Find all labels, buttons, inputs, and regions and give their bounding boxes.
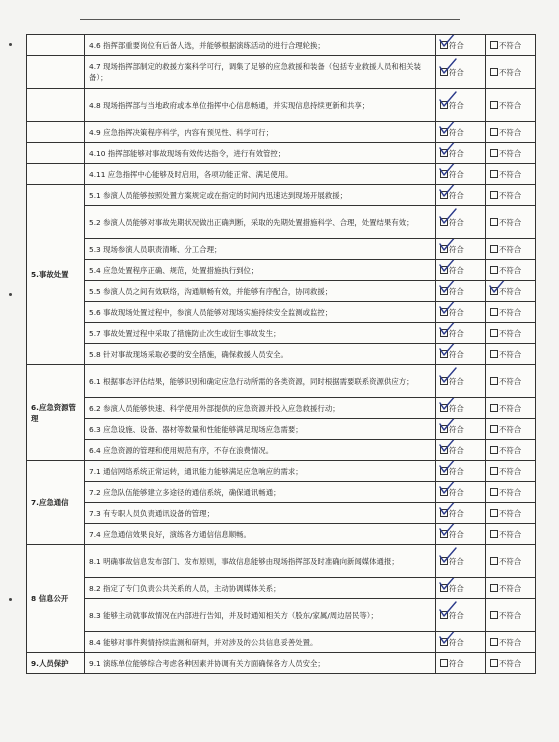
margin-mark [9, 293, 12, 296]
option-label: 符合 [449, 40, 464, 50]
margin-mark [9, 598, 12, 601]
checkbox[interactable] [440, 425, 448, 433]
option-conforms[interactable] [436, 281, 486, 302]
checkbox[interactable] [440, 170, 448, 178]
table-row [27, 206, 536, 239]
option-label: 符合 [449, 265, 464, 275]
checkbox[interactable] [490, 149, 498, 157]
table-row [27, 632, 536, 653]
checkbox[interactable] [490, 584, 498, 592]
option-conforms[interactable] [436, 260, 486, 281]
handwritten-check-icon [438, 281, 458, 294]
option-nonconforms[interactable] [486, 524, 536, 545]
handwritten-check-icon [438, 302, 458, 315]
option-conforms[interactable] [436, 440, 486, 461]
handwritten-check-icon [438, 524, 458, 537]
criterion-text: 5.6 事故现场处置过程中，参演人员能够对现场实施持续安全监测或监控； [85, 302, 436, 323]
checkbox[interactable] [440, 446, 448, 454]
criterion-text: 6.2 参演人员能够快速、科学使用外部提供的应急资源并投入应急救援行动； [85, 398, 436, 419]
option-nonconforms[interactable] [486, 365, 536, 398]
table-row [27, 440, 536, 461]
table-row [27, 524, 536, 545]
option-conforms[interactable] [436, 302, 486, 323]
option-conforms[interactable] [436, 56, 486, 89]
option-label: 符合 [449, 328, 464, 338]
checkbox[interactable] [490, 266, 498, 274]
checkbox[interactable] [440, 101, 448, 109]
handwritten-check-icon [438, 35, 458, 48]
checkbox[interactable] [440, 467, 448, 475]
checkbox[interactable] [490, 404, 498, 412]
option-label: 不符合 [499, 265, 522, 275]
criterion-text: 8.3 能够主动就事故情况在内部进行告知，并及时通知相关方（股东/家属/周边居民等）； [85, 599, 436, 632]
option-label: 不符合 [499, 286, 522, 296]
checkbox[interactable] [440, 659, 448, 667]
checkbox[interactable] [490, 611, 498, 619]
table-row [27, 164, 536, 185]
checkbox[interactable] [490, 350, 498, 358]
option-label: 符合 [449, 67, 464, 77]
option-label: 符合 [449, 466, 464, 476]
option-label: 不符合 [499, 583, 522, 593]
checkbox[interactable] [490, 41, 498, 49]
criterion-text: 7.1 通信网络系统正常运转，通讯能力能够满足应急响应的需求； [85, 461, 436, 482]
checkbox[interactable] [490, 425, 498, 433]
option-nonconforms[interactable] [486, 323, 536, 344]
option-nonconforms[interactable] [486, 56, 536, 89]
option-nonconforms[interactable] [486, 440, 536, 461]
criterion-text: 7.3 有专职人员负责通讯设备的管理； [85, 503, 436, 524]
option-conforms[interactable] [436, 545, 486, 578]
checkbox[interactable] [440, 350, 448, 358]
option-nonconforms[interactable] [486, 164, 536, 185]
criterion-text: 6.3 应急设施、设备、器材等数量和性能能够满足现场应急需要； [85, 419, 436, 440]
category-cell [27, 143, 85, 164]
table-row [27, 302, 536, 323]
table-row [27, 56, 536, 89]
option-conforms[interactable] [436, 524, 486, 545]
checkbox[interactable] [440, 128, 448, 136]
handwritten-check-icon [438, 344, 458, 357]
option-nonconforms[interactable] [486, 89, 536, 122]
option-conforms[interactable] [436, 239, 486, 260]
checkbox[interactable] [440, 404, 448, 412]
checkbox[interactable] [490, 128, 498, 136]
handwritten-check-icon [438, 323, 458, 336]
option-nonconforms[interactable] [486, 344, 536, 365]
option-label: 符合 [449, 637, 464, 647]
option-label: 不符合 [499, 610, 522, 620]
option-label: 符合 [449, 148, 464, 158]
checkbox[interactable] [440, 509, 448, 517]
checkbox[interactable] [440, 245, 448, 253]
table-row [27, 503, 536, 524]
criterion-text: 6.4 应急资源的管理和使用规范有序，不存在浪费情况。 [85, 440, 436, 461]
option-nonconforms[interactable] [486, 185, 536, 206]
criterion-text: 8.1 明确事故信息发布部门、发布原则，事故信息能够由现场指挥部及时准确向新闻媒体通报； [85, 545, 436, 578]
checkbox[interactable] [490, 530, 498, 538]
handwritten-check-icon [488, 281, 508, 294]
checkbox[interactable] [440, 68, 448, 76]
option-nonconforms[interactable] [486, 206, 536, 239]
checkbox[interactable] [490, 638, 498, 646]
checkbox[interactable] [440, 149, 448, 157]
checkbox[interactable] [490, 329, 498, 337]
option-nonconforms[interactable] [486, 653, 536, 674]
criterion-text: 4.11 应急指挥中心能够及时启用，各项功能正常、满足使用。 [85, 164, 436, 185]
criterion-text: 7.4 应急通信效果良好，演练各方通信信息顺畅。 [85, 524, 436, 545]
table-row [27, 260, 536, 281]
criterion-text: 4.6 指挥部重要岗位有后备人选，并能够根据演练活动的进行合理轮换； [85, 35, 436, 56]
header-rule [80, 19, 460, 20]
option-label: 符合 [449, 508, 464, 518]
option-conforms[interactable] [436, 344, 486, 365]
checkbox[interactable] [440, 329, 448, 337]
option-label: 符合 [449, 610, 464, 620]
handwritten-check-icon [438, 368, 458, 384]
criterion-text: 5.2 参演人员能够对事故先期状况做出正确判断，采取的先期处置措施科学、合理，处置结果有效； [85, 206, 436, 239]
checkbox[interactable] [490, 245, 498, 253]
option-conforms[interactable] [436, 653, 486, 674]
criterion-text: 8.2 指定了专门负责公共关系的人员，主动协调媒体关系； [85, 578, 436, 599]
option-label: 符合 [449, 307, 464, 317]
option-label: 符合 [449, 556, 464, 566]
criterion-text: 5.8 针对事故现场采取必要的安全措施，确保救援人员安全。 [85, 344, 436, 365]
handwritten-check-icon [438, 602, 458, 618]
criterion-text: 6.1 根据事态评估结果，能够识别和确定应急行动所需的各类资源，同时根据需要联系资源供应方； [85, 365, 436, 398]
checkbox[interactable] [440, 308, 448, 316]
option-label: 不符合 [499, 403, 522, 413]
option-label: 不符合 [499, 169, 522, 179]
checkbox[interactable] [440, 488, 448, 496]
option-conforms[interactable] [436, 185, 486, 206]
handwritten-check-icon [438, 461, 458, 474]
option-label: 不符合 [499, 217, 522, 227]
option-conforms[interactable] [436, 89, 486, 122]
criterion-text: 4.9 应急指挥决策程序科学，内容有预见性、科学可行； [85, 122, 436, 143]
criterion-text: 9.1 演练单位能够综合考虑各种因素并协调有关方面确保各方人员安全； [85, 653, 436, 674]
handwritten-check-icon [438, 59, 458, 75]
criterion-text: 4.8 现场指挥部与当地政府或本单位指挥中心信息畅通，并实现信息持续更新和共享； [85, 89, 436, 122]
option-label: 不符合 [499, 148, 522, 158]
checkbox[interactable] [490, 308, 498, 316]
table-row [27, 482, 536, 503]
option-nonconforms[interactable] [486, 578, 536, 599]
table-row [27, 419, 536, 440]
checkbox[interactable] [440, 266, 448, 274]
option-conforms[interactable] [436, 323, 486, 344]
handwritten-check-icon [438, 419, 458, 432]
option-label: 不符合 [499, 466, 522, 476]
table-row [27, 398, 536, 419]
option-label: 符合 [449, 190, 464, 200]
option-nonconforms[interactable] [486, 239, 536, 260]
handwritten-check-icon [438, 239, 458, 252]
option-label: 不符合 [499, 190, 522, 200]
category-cell [27, 164, 85, 185]
checkbox[interactable] [490, 191, 498, 199]
option-nonconforms[interactable] [486, 545, 536, 578]
option-label: 符合 [449, 529, 464, 539]
checkbox[interactable] [440, 218, 448, 226]
option-nonconforms[interactable] [486, 143, 536, 164]
option-label: 不符合 [499, 529, 522, 539]
option-nonconforms[interactable] [486, 260, 536, 281]
option-conforms[interactable] [436, 461, 486, 482]
option-label: 符合 [449, 487, 464, 497]
checkbox[interactable] [440, 41, 448, 49]
checkbox[interactable] [490, 557, 498, 565]
checkbox[interactable] [490, 446, 498, 454]
option-label: 符合 [449, 286, 464, 296]
handwritten-check-icon [438, 260, 458, 273]
option-conforms[interactable] [436, 482, 486, 503]
category-cell: 6.应急资源管理 [27, 365, 85, 461]
option-label: 不符合 [499, 100, 522, 110]
option-conforms[interactable] [436, 503, 486, 524]
option-label: 不符合 [499, 127, 522, 137]
handwritten-check-icon [438, 632, 458, 645]
checkbox[interactable] [490, 218, 498, 226]
option-label: 不符合 [499, 349, 522, 359]
option-label: 符合 [449, 127, 464, 137]
checkbox[interactable] [440, 611, 448, 619]
category-cell [27, 35, 85, 56]
option-nonconforms[interactable] [486, 398, 536, 419]
option-nonconforms[interactable] [486, 482, 536, 503]
checkbox[interactable] [440, 377, 448, 385]
option-nonconforms[interactable] [486, 35, 536, 56]
option-label: 符合 [449, 403, 464, 413]
option-label: 符合 [449, 445, 464, 455]
option-conforms[interactable] [436, 632, 486, 653]
handwritten-check-icon [438, 578, 458, 591]
checkbox[interactable] [490, 659, 498, 667]
criterion-text: 5.4 应急处置程序正确、规范，处置措施执行到位； [85, 260, 436, 281]
handwritten-check-icon [438, 503, 458, 516]
handwritten-check-icon [438, 185, 458, 198]
handwritten-check-icon [438, 122, 458, 135]
evaluation-table [26, 34, 536, 674]
table-row [27, 344, 536, 365]
handwritten-check-icon [438, 164, 458, 177]
option-nonconforms[interactable] [486, 419, 536, 440]
option-label: 符合 [449, 424, 464, 434]
criterion-text: 5.7 事故处置过程中采取了措施防止次生或衍生事故发生； [85, 323, 436, 344]
option-label: 不符合 [499, 445, 522, 455]
checkbox[interactable] [440, 287, 448, 295]
option-nonconforms[interactable] [486, 302, 536, 323]
table-row [27, 122, 536, 143]
option-conforms[interactable] [436, 164, 486, 185]
checkbox[interactable] [490, 101, 498, 109]
option-label: 不符合 [499, 328, 522, 338]
table-row [27, 35, 536, 56]
option-label: 符合 [449, 217, 464, 227]
option-label: 不符合 [499, 376, 522, 386]
table-row [27, 185, 536, 206]
criterion-text: 4.7 现场指挥部制定的救援方案科学可行，调集了足够的应急救援和装备（包括专业救援人员和相关装备）； [85, 56, 436, 89]
option-label: 符合 [449, 349, 464, 359]
table-row [27, 143, 536, 164]
category-cell [27, 122, 85, 143]
option-label: 不符合 [499, 424, 522, 434]
category-cell: 9.人员保护 [27, 653, 85, 674]
table-row [27, 89, 536, 122]
handwritten-check-icon [438, 209, 458, 225]
option-label: 不符合 [499, 637, 522, 647]
option-label: 符合 [449, 376, 464, 386]
criterion-text: 5.5 参演人员之间有效联络，沟通顺畅有效，并能够有序配合，协同救援； [85, 281, 436, 302]
option-label: 不符合 [499, 307, 522, 317]
option-nonconforms[interactable] [486, 122, 536, 143]
category-cell: 5.事故处置 [27, 185, 85, 365]
handwritten-check-icon [438, 143, 458, 156]
option-label: 不符合 [499, 244, 522, 254]
option-conforms[interactable] [436, 206, 486, 239]
checkbox[interactable] [490, 509, 498, 517]
option-label: 不符合 [499, 556, 522, 566]
option-label: 不符合 [499, 658, 522, 668]
option-label: 不符合 [499, 67, 522, 77]
table-row [27, 578, 536, 599]
table-row [27, 239, 536, 260]
checkbox[interactable] [440, 530, 448, 538]
option-label: 符合 [449, 583, 464, 593]
category-cell: 8 信息公开 [27, 545, 85, 653]
option-nonconforms[interactable] [486, 632, 536, 653]
option-nonconforms[interactable] [486, 281, 536, 302]
option-label: 不符合 [499, 508, 522, 518]
option-label: 符合 [449, 244, 464, 254]
checkbox[interactable] [490, 170, 498, 178]
criterion-text: 5.1 参演人员能够按照处置方案规定或在指定的时间内迅速达到现场开展救援； [85, 185, 436, 206]
category-cell [27, 56, 85, 89]
criterion-text: 7.2 应急队伍能够建立多途径的通信系统，确保通讯畅通； [85, 482, 436, 503]
handwritten-check-icon [438, 440, 458, 453]
option-label: 符合 [449, 100, 464, 110]
handwritten-check-icon [438, 398, 458, 411]
category-cell: 7.应急通信 [27, 461, 85, 545]
option-conforms[interactable] [436, 419, 486, 440]
checkbox[interactable] [490, 68, 498, 76]
table-row [27, 545, 536, 578]
checkbox[interactable] [490, 467, 498, 475]
checkbox[interactable] [490, 377, 498, 385]
option-conforms[interactable] [436, 578, 486, 599]
option-label: 符合 [449, 658, 464, 668]
option-conforms[interactable] [436, 122, 486, 143]
option-nonconforms[interactable] [486, 599, 536, 632]
checkbox[interactable] [490, 488, 498, 496]
option-conforms[interactable] [436, 35, 486, 56]
handwritten-check-icon [438, 548, 458, 564]
option-label: 符合 [449, 169, 464, 179]
checkbox[interactable] [440, 191, 448, 199]
table-row [27, 365, 536, 398]
category-cell [27, 89, 85, 122]
table-row [27, 461, 536, 482]
checkbox[interactable] [440, 557, 448, 565]
option-nonconforms[interactable] [486, 461, 536, 482]
margin-mark [9, 43, 12, 46]
handwritten-check-icon [438, 482, 458, 495]
table-row [27, 281, 536, 302]
checkbox[interactable] [440, 584, 448, 592]
criterion-text: 4.10 指挥部能够对事故现场有效传达指令，进行有效管控； [85, 143, 436, 164]
option-label: 不符合 [499, 40, 522, 50]
table-row [27, 323, 536, 344]
option-label: 不符合 [499, 487, 522, 497]
option-conforms[interactable] [436, 398, 486, 419]
handwritten-check-icon [438, 92, 458, 108]
table-row [27, 653, 536, 674]
criterion-text: 8.4 能够对事件舆情持续监测和研判，并对涉及的公共信息妥善处置。 [85, 632, 436, 653]
checkbox[interactable] [440, 638, 448, 646]
criterion-text: 5.3 现场参演人员职责清晰、分工合理； [85, 239, 436, 260]
option-conforms[interactable] [436, 143, 486, 164]
checkbox[interactable] [490, 287, 498, 295]
option-nonconforms[interactable] [486, 503, 536, 524]
option-conforms[interactable] [436, 599, 486, 632]
table-row [27, 599, 536, 632]
option-conforms[interactable] [436, 365, 486, 398]
